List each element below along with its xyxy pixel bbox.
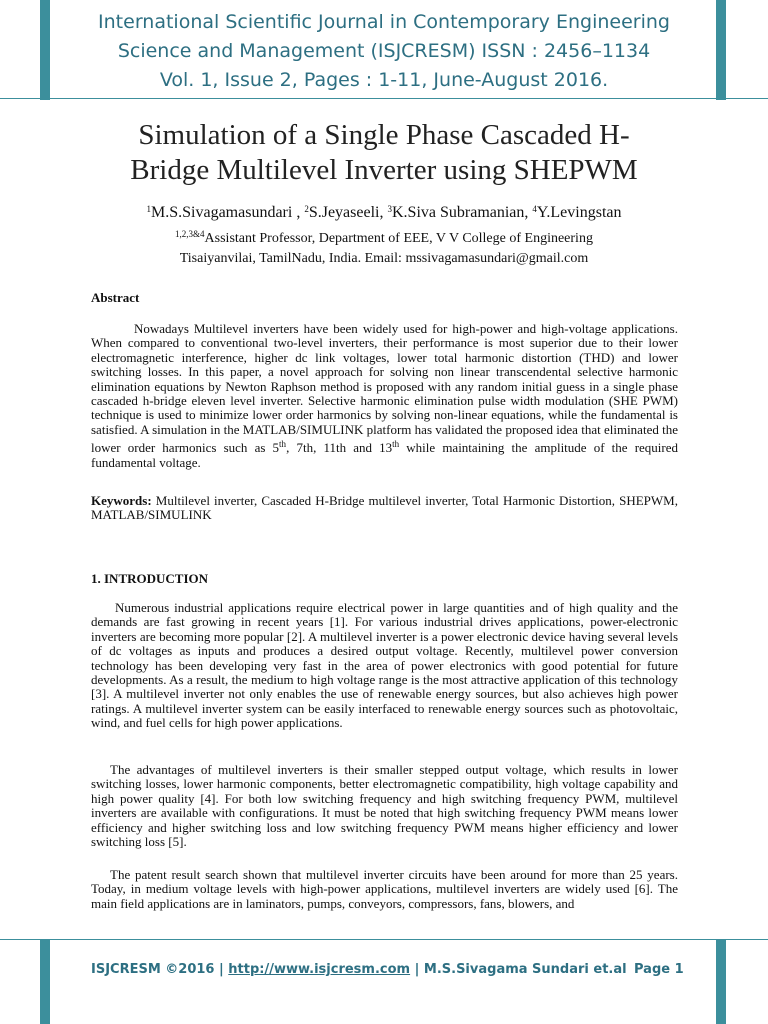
journal-line-1: International Scientific Journal in Contemporary Engineering bbox=[98, 11, 670, 33]
abstract-text-part-3: while maintaining the amplitude of the required fundamental voltage. bbox=[91, 440, 679, 470]
author-4-sup: 4 bbox=[532, 204, 537, 214]
journal-line-3: Vol. 1, Issue 2, Pages : 1-11, June-August 2016. bbox=[159, 69, 609, 91]
keywords-text: Multilevel inverter, Cascaded H-Bridge multilevel inverter, Total Harmonic Distortion, SHEPWM, MATLAB/SIMULINK bbox=[91, 493, 678, 523]
footer-citation bbox=[91, 962, 627, 977]
paper-title bbox=[60, 118, 708, 188]
affiliation bbox=[40, 224, 728, 269]
abstract-heading: Abstract bbox=[91, 290, 140, 305]
keywords-label: Keywords: bbox=[91, 493, 152, 508]
abstract-sup-5: th bbox=[279, 439, 287, 450]
author-2-sup: 2 bbox=[304, 204, 309, 214]
author-3-sup: 3 bbox=[387, 204, 392, 214]
introduction-heading: 1. INTRODUCTION bbox=[91, 571, 209, 586]
footer-suffix: | M.S.Sivagama Sundari et.al bbox=[410, 962, 627, 977]
journal-website-link[interactable]: http://www.isjcresm.com bbox=[228, 962, 411, 977]
introduction-paragraph-3: The patent result search shown that multilevel inverter circuits have been around for more than 25 years. Today, in medium voltage levels with high-power applications, multilevel inverters are widely used [6]. The main field applications are in laminators, pumps, conveyors, compressors, fans, blowers, and bbox=[91, 867, 678, 911]
footer-rule bbox=[0, 939, 768, 940]
introduction-paragraph-2: The advantages of multilevel inverters is their smaller stepped output voltage, which results in lower switching losses, lower harmonic components, better electromagnetic compatibility, high voltage capability and high power quality [4]. For both low switching frequency and high switching frequency PWM, multilevel inverters are available with configurations. It must be noted that high switching frequency PWM means lower efficiency and higher switching loss and low switching frequency PWM means higher efficiency and lower switching loss [5]. bbox=[91, 762, 678, 850]
title-line-2: Bridge Multilevel Inverter using SHEPWM bbox=[130, 154, 638, 186]
title-line-1: Simulation of a Single Phase Cascaded H- bbox=[138, 119, 630, 151]
affiliation-sup: 1,2,3&4 bbox=[175, 229, 205, 239]
author-4-name: Y.Levingstan bbox=[536, 204, 622, 221]
journal-line-2: Science and Management (ISJCRESM) ISSN : 2456–1134 bbox=[117, 40, 651, 62]
affiliation-line-2: Tisaiyanvilai, TamilNadu, India. Email: mssivagamasundari@gmail.com bbox=[179, 251, 589, 266]
footer-left-bar bbox=[40, 940, 50, 1024]
introduction-paragraph-1: Numerous industrial applications require electrical power in large quantities and of high quality and the demands are fast growing in recent years [1]. For various industrial drives applications, power-electronic inverters are becoming more popular [2]. A multilevel inverter is a power electronic device having several levels of dc voltages as inputs and produces a desired output voltage. Recently, multilevel power conversion technology has been developing very fast in the area of power electronics with good potential for future developments. As a result, the medium to high voltage range is the most attractive application of this technology [3]. A multilevel inverter not only enables the use of renewable energy sources, but also achieves high power ratings. A multilevel inverter system can be easily interfaced to renewable energy sources such as photovoltaic, wind, and fuel cells for high power applications. bbox=[91, 600, 678, 731]
keywords bbox=[91, 494, 678, 523]
author-3-name: K.Siva Subramanian, bbox=[391, 204, 533, 221]
journal-header bbox=[60, 8, 708, 95]
author-2-name: S.Jeyaseeli, bbox=[308, 204, 388, 221]
abstract-text bbox=[91, 322, 678, 470]
footer-right-bar bbox=[716, 940, 726, 1024]
affiliation-line-1: Assistant Professor, Department of EEE, V V College of Engineering bbox=[204, 231, 593, 246]
header-left-bar bbox=[40, 0, 50, 100]
author-list bbox=[40, 204, 728, 222]
author-1-sup: 1 bbox=[146, 204, 151, 214]
footer-prefix: ISJCRESM ©2016 | bbox=[91, 962, 229, 977]
abstract-sup-13: th bbox=[392, 439, 400, 450]
author-1-name: M.S.Sivagamasundari , bbox=[151, 204, 305, 221]
page-number: Page 1 bbox=[634, 962, 684, 977]
header-right-bar bbox=[716, 0, 726, 100]
abstract-text-part-1: Nowadays Multilevel inverters have been widely used for high-power and high-voltage applications. When compared to conventional two-level inverters, their performance is most superior due to their lower electromagnetic interference, higher dc link voltages, lower total harmonic distortion (THD) and lower switching losses. In this paper, a novel approach for solving non linear transcendental selective harmonic elimination equations by Newton Raphson method is proposed with any random initial guess in a single phase cascaded h-bridge eleven level inverter. Selective harmonic elimination pulse width modulation (SHE PWM) technique is used to minimize lower order harmonics by solving non-linear equations, while the fundamental is satisfied. A simulation in the MATLAB/SIMULINK platform has validated the proposed idea that eliminated the lower order harmonics such as 5 bbox=[91, 321, 678, 456]
abstract-text-part-2: , 7th, 11th and 13 bbox=[286, 440, 393, 456]
header-rule bbox=[0, 98, 768, 99]
